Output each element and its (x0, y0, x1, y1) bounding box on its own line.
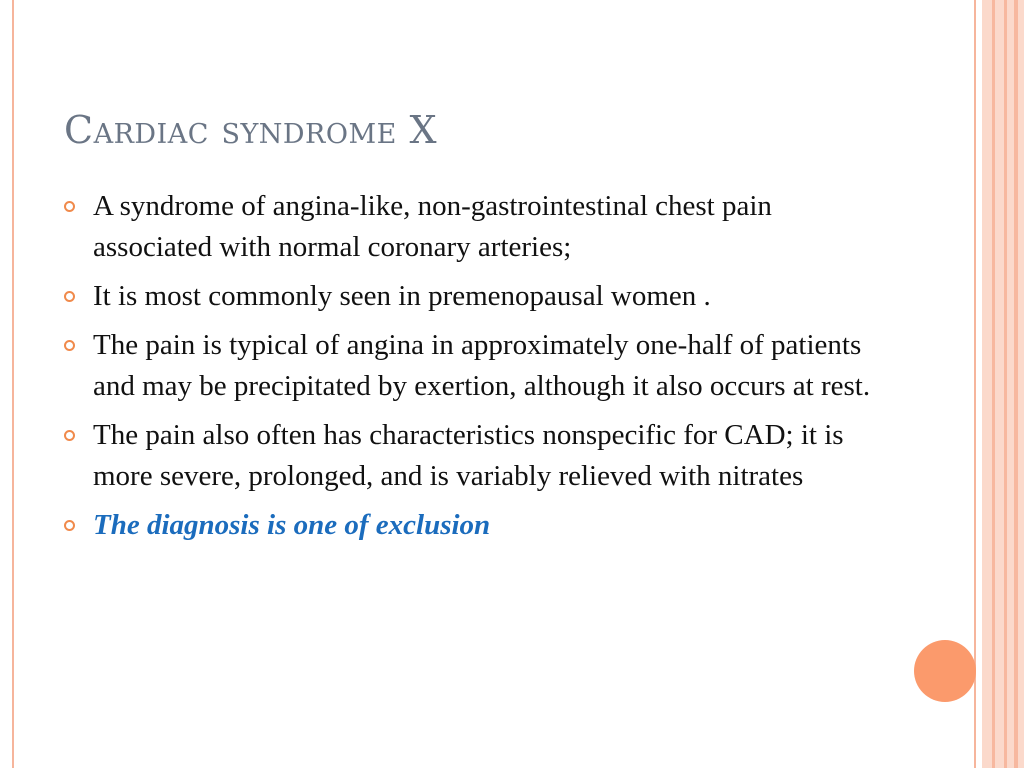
frame-left-line (12, 0, 14, 768)
bullet-circle-icon (64, 201, 75, 212)
bullet-text: A syndrome of angina-like, non-gastrointestinal chest pain associated with normal coronary arteries; (93, 190, 772, 263)
decorative-stripe (1004, 0, 1007, 768)
bullet-item (62, 325, 882, 407)
bullet-text: It is most commonly seen in premenopausal women . (93, 280, 711, 312)
bullet-item (62, 276, 882, 317)
bullet-circle-icon (64, 340, 75, 351)
slide-title: Cardiac syndrome X (64, 108, 437, 152)
bullet-text-emphasis: The diagnosis is one of exclusion (93, 509, 491, 541)
bullet-circle-icon (64, 430, 75, 441)
bullet-list (62, 186, 882, 554)
decorative-stripe (1014, 0, 1018, 768)
bullet-circle-icon (64, 520, 75, 531)
decorative-stripe (992, 0, 995, 768)
bullet-item (62, 186, 882, 268)
bullet-circle-icon (64, 291, 75, 302)
bullet-item (62, 505, 882, 546)
bullet-item (62, 415, 882, 497)
bullet-text: The pain also often has characteristics nonspecific for CAD; it is more severe, prolonged, and is variably relieved with nitrates (93, 419, 844, 492)
frame-right-line (974, 0, 976, 768)
decorative-circle-icon (914, 640, 976, 702)
bullet-text: The pain is typical of angina in approximately one-half of patients and may be precipitated by exertion, although it also occurs at rest. (93, 329, 871, 402)
